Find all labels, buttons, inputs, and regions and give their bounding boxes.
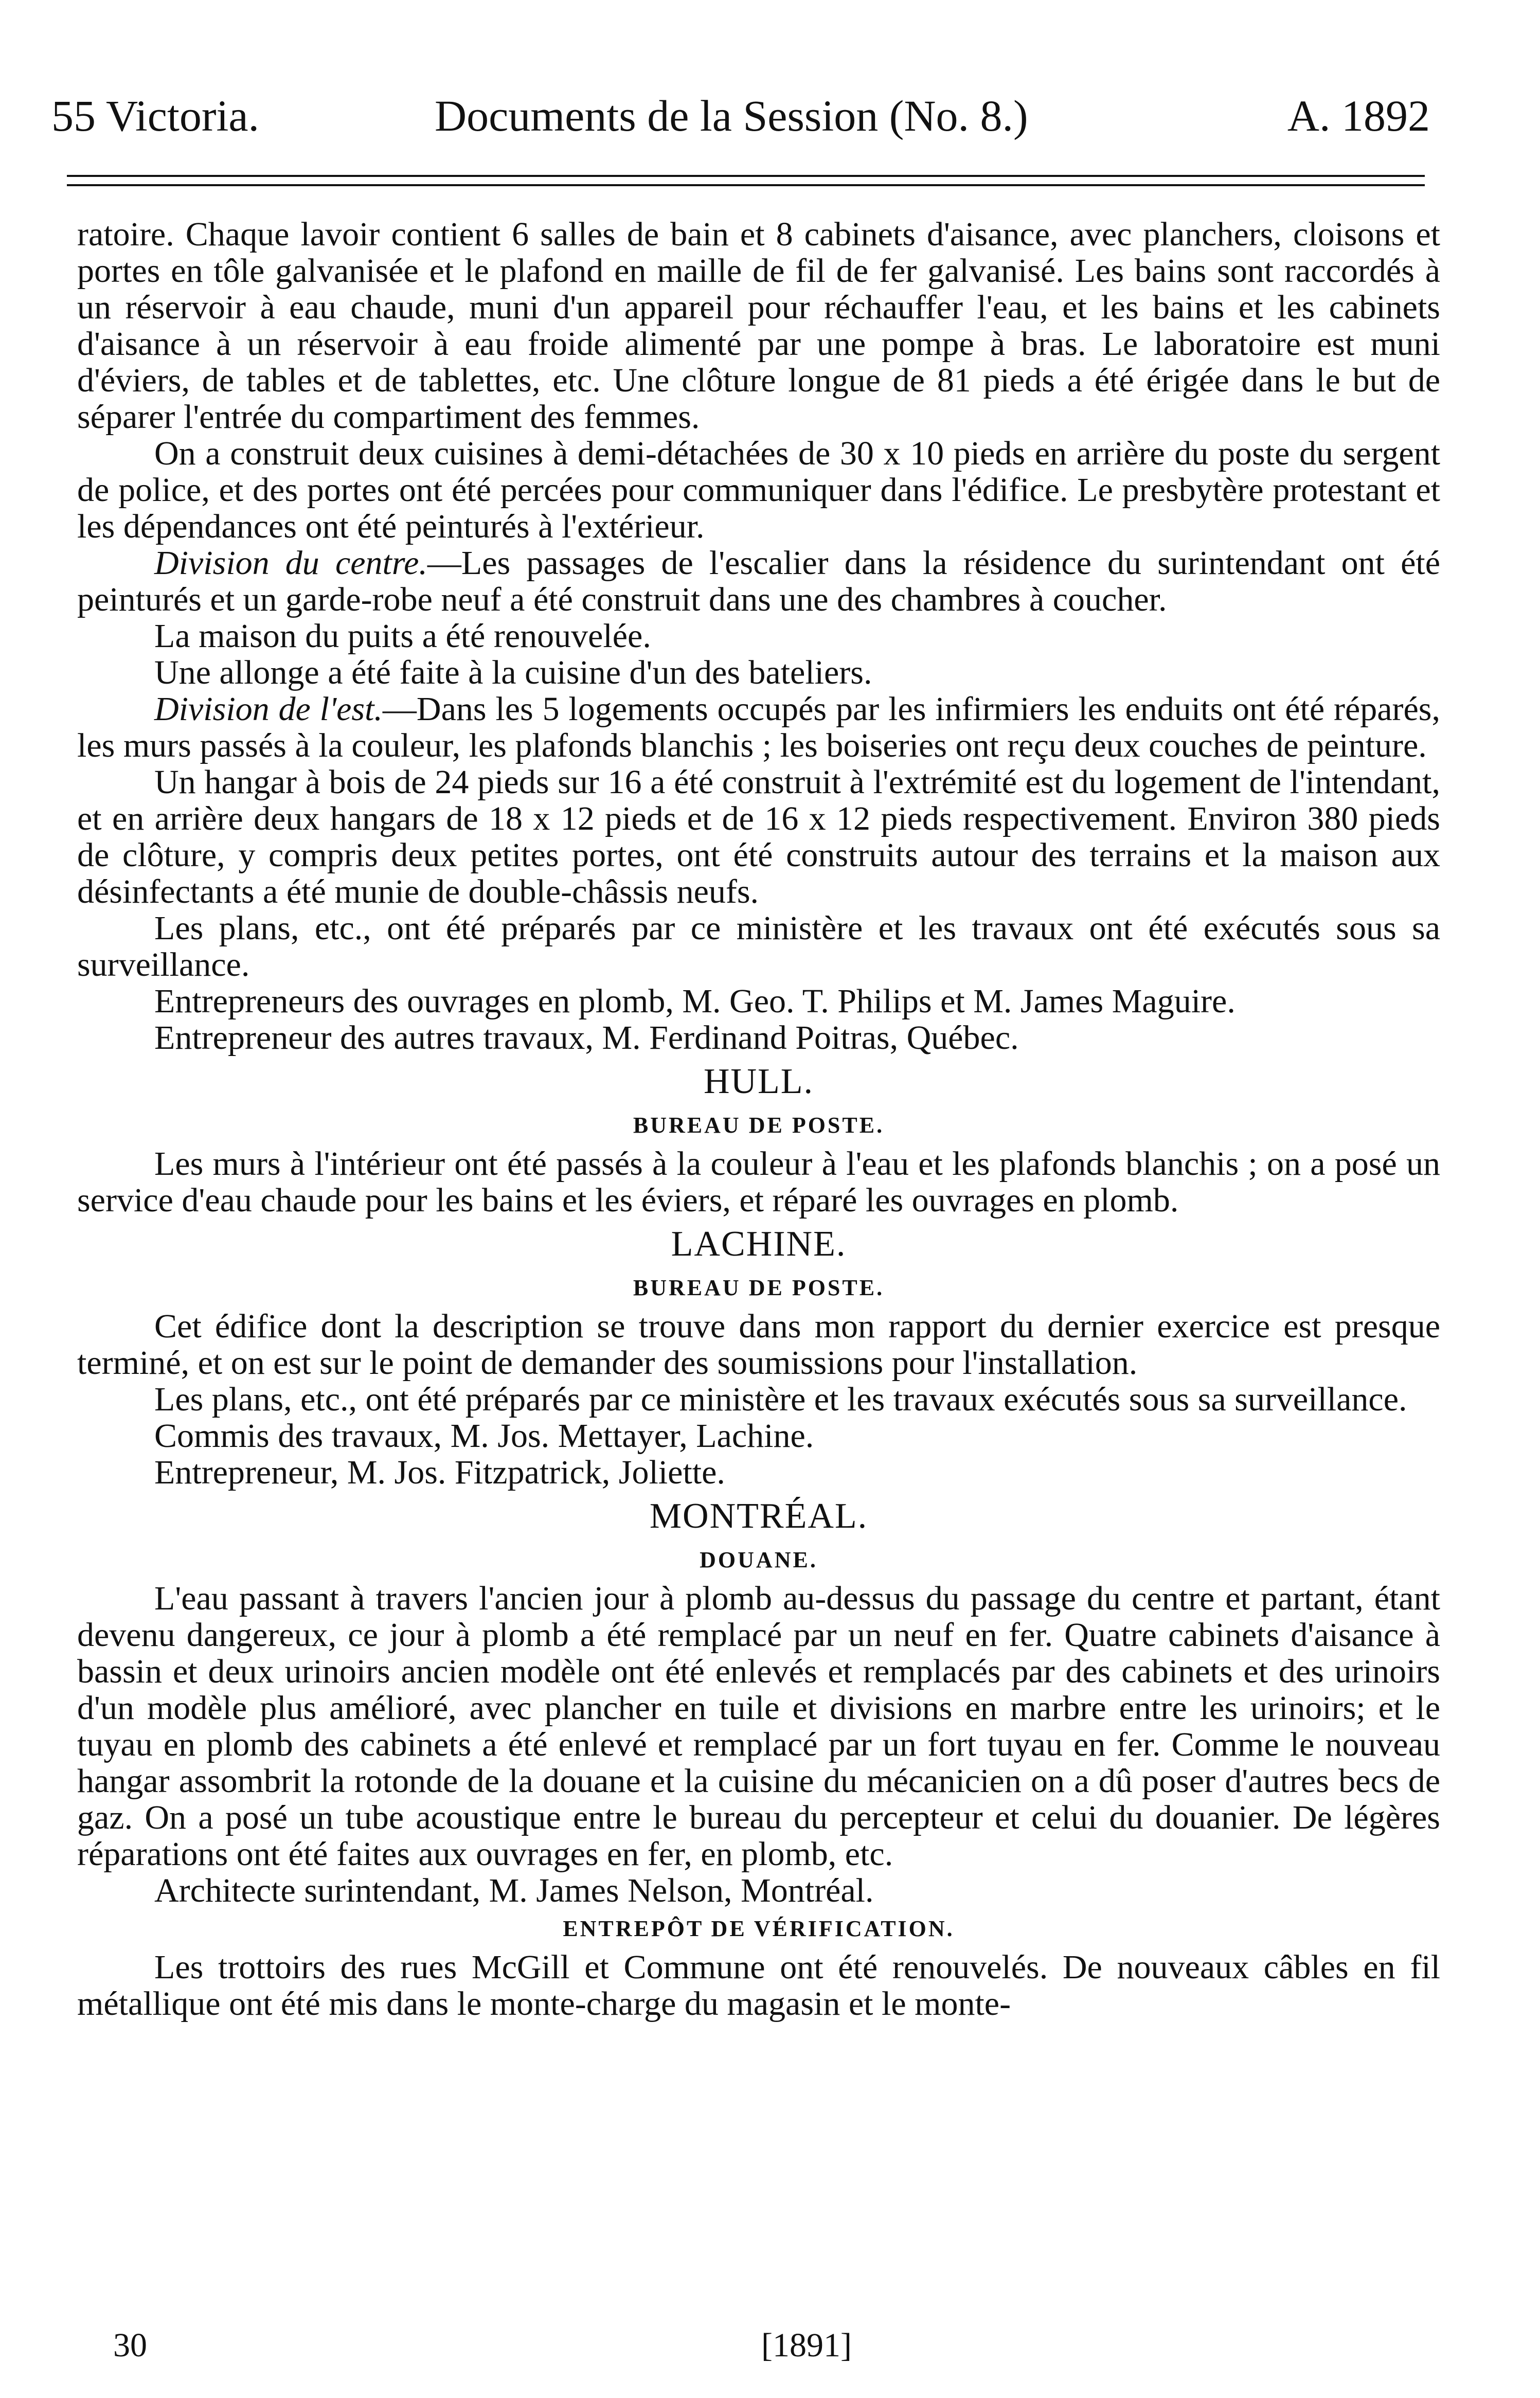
page-number: 30 (113, 2327, 147, 2364)
paragraph: Les murs à l'intérieur ont été passés à la couleur à l'eau et les plafonds blanchis ; on a posé un service d'eau chaude pour les bains et les éviers, et réparé les ouvrages en plomb. (77, 1145, 1440, 1219)
header-year: A. 1892 (1287, 91, 1430, 140)
footer-year: [1891] (761, 2327, 852, 2364)
contractor-line: Entrepreneur des autres travaux, M. Ferdinand Poitras, Québec. (154, 1019, 1019, 1057)
header-regnal-year: 55 Victoria. (51, 91, 260, 140)
contractor-line: Entrepreneur, M. Jos. Fitzpatrick, Joliette. (154, 1454, 725, 1491)
header-double-rule (67, 175, 1425, 186)
document-body (77, 216, 1440, 2022)
paragraph-lead: Division de l'est. (154, 690, 383, 728)
subsection-heading: BUREAU DE POSTE. (633, 1275, 885, 1300)
header-title: Documents de la Session (No. 8.) (435, 91, 1028, 140)
section-heading-montreal: MONTRÉAL. (649, 1496, 868, 1536)
paragraph: Les plans, etc., ont été préparés par ce ministère et les travaux exécutés sous sa surveillance. (154, 1381, 1407, 1418)
paragraph: La maison du puits a été renouvelée. (154, 617, 651, 655)
paragraph-lead: Division du centre. (154, 544, 427, 582)
paragraph: Les trottoirs des rues McGill et Commune ont été renouvelés. De nouveaux câbles en fil métallique ont été mis dans le monte-charge du magasin et le monte- (77, 1948, 1440, 2023)
subsection-heading: ENTREPÔT DE VÉRIFICATION. (563, 1916, 955, 1941)
subsection-heading: BUREAU DE POSTE. (633, 1113, 885, 1138)
subsection-heading: DOUANE. (700, 1547, 818, 1572)
running-header (51, 87, 1430, 144)
paragraph (77, 691, 1440, 764)
paragraph: On a construit deux cuisines à demi-détachées de 30 x 10 pieds en arrière du poste du sergent de police, et des portes ont été percées pour communiquer dans l'édifice. Le presbytère protestant et les dépendances ont été peinturés à l'extérieur. (77, 435, 1440, 545)
paragraph (77, 545, 1440, 618)
paragraph: Les plans, etc., ont été préparés par ce ministère et les travaux ont été exécutés sous sa surveillance. (77, 909, 1440, 983)
paragraph: Une allonge a été faite à la cuisine d'un des bateliers. (154, 654, 872, 691)
paragraph: ratoire. Chaque lavoir contient 6 salles de bain et 8 cabinets d'aisance, avec planchers, cloisons et portes en tôle galvanisée et le plafond en maille de fil de fer galvanisé. Les bains sont raccordés à un réservoir à eau chaude, muni d'un appareil pour réchauffer l'eau, et les bains et les cabinets d'aisance à un réservoir à eau froide alimenté par une pompe à bras. Le laboratoire est muni d'éviers, de tables et de tablettes, etc. Une clôture longue de 81 pieds a été érigée dans le but de séparer l'entrée du compartiment des femmes. (77, 216, 1440, 436)
page-footer (103, 2325, 1440, 2366)
paragraph: L'eau passant à travers l'ancien jour à plomb au-dessus du passage du centre et partant, étant devenu dangereux, ce jour à plomb a été remplacé par un neuf en fer. Quatre cabinets d'aisance à bassin et deux urinoirs ancien modèle ont été enlevés et remplacés par des cabinets et des urinoirs d'un modèle plus amélioré, avec plancher en tuile et divisions en marbre entre les urinoirs; et le tuyau en plomb des cabinets a été enlevé et remplacé par un fort tuyau en fer. Comme le nouveau hangar assombrit la rotonde de la douane et la cuisine du mécanicien on a dû poser d'autres becs de gaz. On a posé un tube acoustique entre le bureau du percepteur et celui du douanier. De légères réparations ont été faites aux ouvrages en fer, en plomb, etc. (77, 1580, 1440, 1873)
paragraph-text: —Dans les 5 logements occupés par les infirmiers les enduits ont été réparés, les murs passés à la couleur, les plafonds blanchis ; les boiseries ont reçu deux couches de peinture. (77, 690, 1440, 764)
paragraph: Cet édifice dont la description se trouve dans mon rapport du dernier exercice est presque terminé, et on est sur le point de demander des soumissions pour l'installation. (77, 1308, 1440, 1382)
paragraph: Un hangar à bois de 24 pieds sur 16 a été construit à l'extrémité est du logement de l'intendant, et en arrière deux hangars de 18 x 12 pieds et de 16 x 12 pieds respectivement. Environ 380 pieds de clôture, y compris deux petites portes, ont été construits autour des terrains et la maison aux désinfectants a été munie de double-châssis neufs. (77, 763, 1440, 910)
section-heading-hull: HULL. (703, 1062, 814, 1101)
contractor-line: Architecte surintendant, M. James Nelson, Montréal. (154, 1872, 874, 1909)
section-heading-lachine: LACHINE. (671, 1224, 847, 1264)
contractor-line: Commis des travaux, M. Jos. Mettayer, Lachine. (154, 1417, 814, 1455)
contractor-line: Entrepreneurs des ouvrages en plomb, M. Geo. T. Philips et M. James Maguire. (154, 982, 1235, 1020)
paragraph-text: —Les passages de l'escalier dans la résidence du surintendant ont été peinturés et un garde-robe neuf a été construit dans une des chambres à coucher. (77, 544, 1441, 618)
